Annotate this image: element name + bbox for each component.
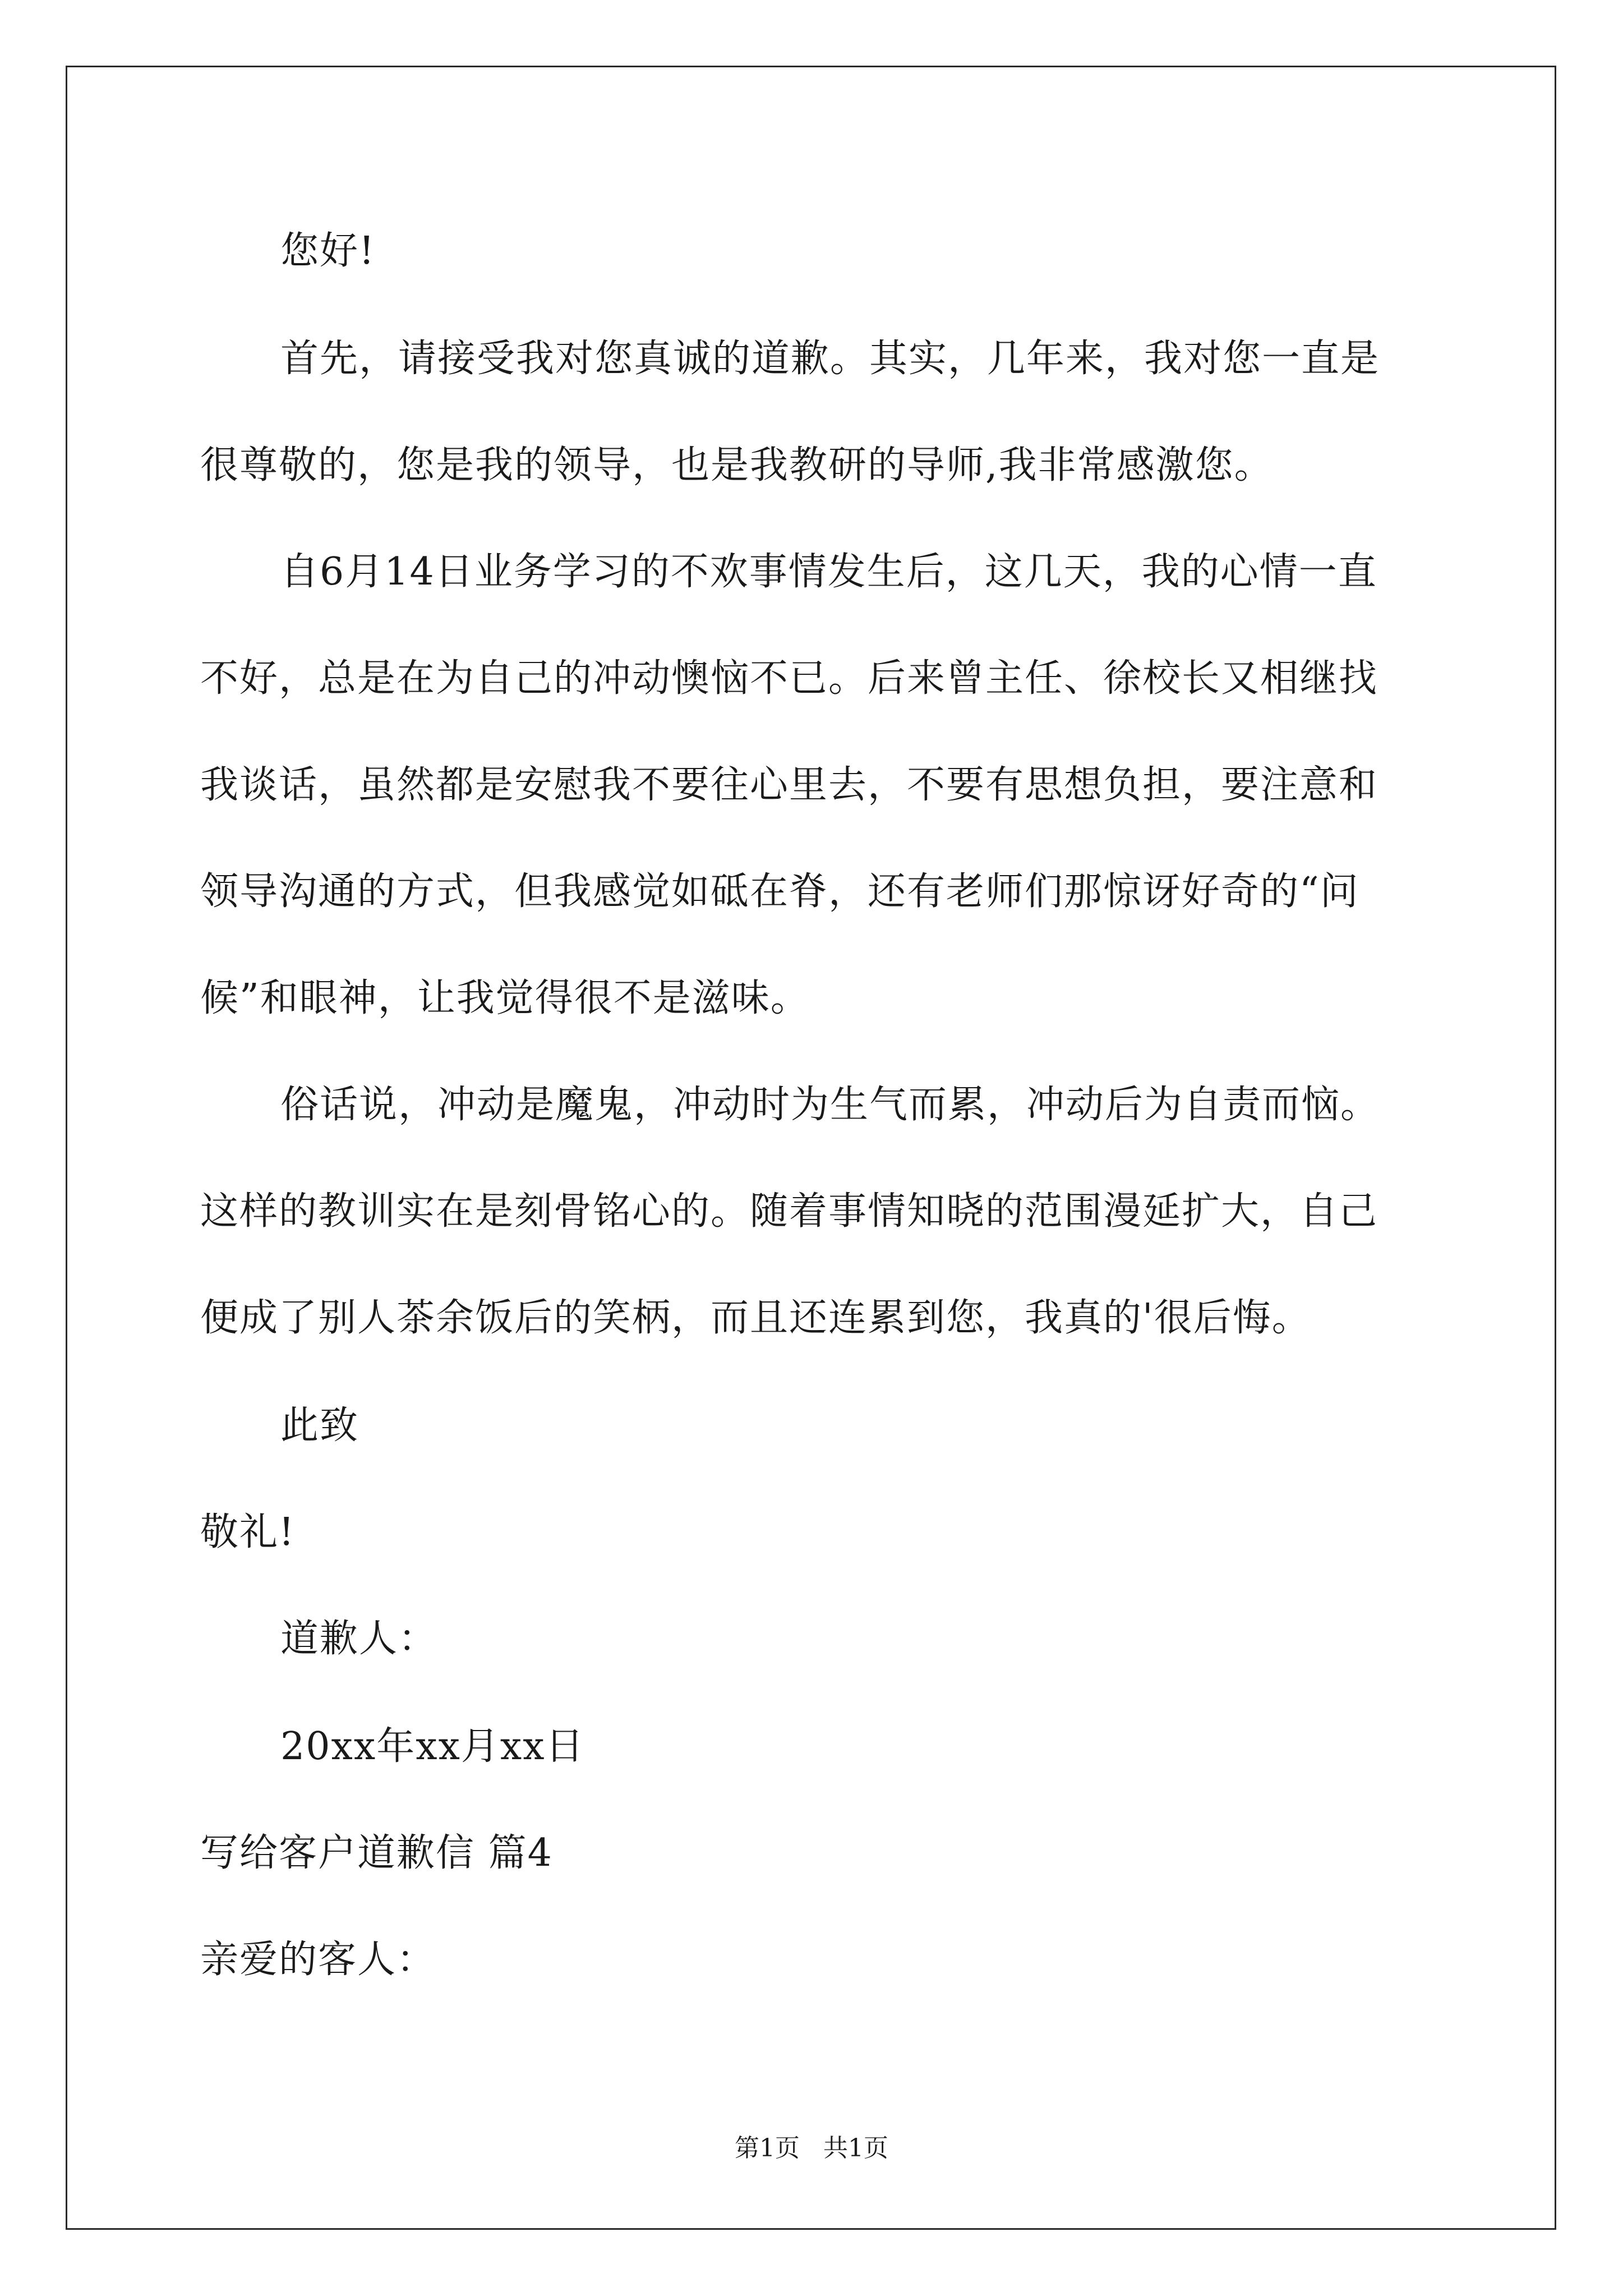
recipient-line: 亲爱的客人： [200, 1938, 436, 1982]
paragraph-3-line-3: 便成了别人茶余饭后的笑柄，而且还连累到您，我真的'很后悔。 [200, 1296, 1311, 1340]
paragraph-2-line-3: 我谈话，虽然都是安慰我不要往心里去，不要有思想负担，要注意和 [200, 763, 1378, 807]
paragraph-2-line-2: 不好，总是在为自己的冲动懊恼不已。后来曾主任、徐校长又相继找 [200, 656, 1378, 701]
paragraph-1-line-2: 很尊敬的，您是我的领导，也是我教研的导师,我非常感激您。 [200, 443, 1274, 487]
paragraph-2-line-4: 领导沟通的方式，但我感觉如砥在脊，还有老师们那惊讶好奇的“问 [200, 869, 1359, 914]
date-line: 20xx年xx月xx日 [280, 1724, 585, 1769]
closing-line: 此致 [280, 1404, 359, 1448]
paragraph-2-line-1: 自6月14日业务学习的不欢事情发生后，这几天，我的心情一直 [280, 550, 1377, 594]
paragraph-3-line-1: 俗话说，冲动是魔鬼，冲动时为生气而累，冲动后为自责而恼。 [280, 1083, 1380, 1127]
salutation-line: 敬礼! [200, 1510, 296, 1554]
paragraph-2-line-5: 候”和眼神，让我觉得很不是滋味。 [200, 976, 810, 1020]
page-number-footer: 第1页 共1页 [735, 2134, 888, 2162]
greeting-line: 您好! [280, 229, 376, 273]
section-heading: 写给客户道歉信 篇4 [200, 1831, 553, 1875]
paragraph-1-line-1: 首先，请接受我对您真诚的道歉。其实，几年来，我对您一直是 [280, 337, 1380, 381]
page-border [66, 66, 1556, 2230]
paragraph-3-line-2: 这样的教训实在是刻骨铭心的。随着事情知晓的范围漫延扩大，自己 [200, 1189, 1378, 1234]
signature-label: 道歉人： [280, 1617, 438, 1661]
